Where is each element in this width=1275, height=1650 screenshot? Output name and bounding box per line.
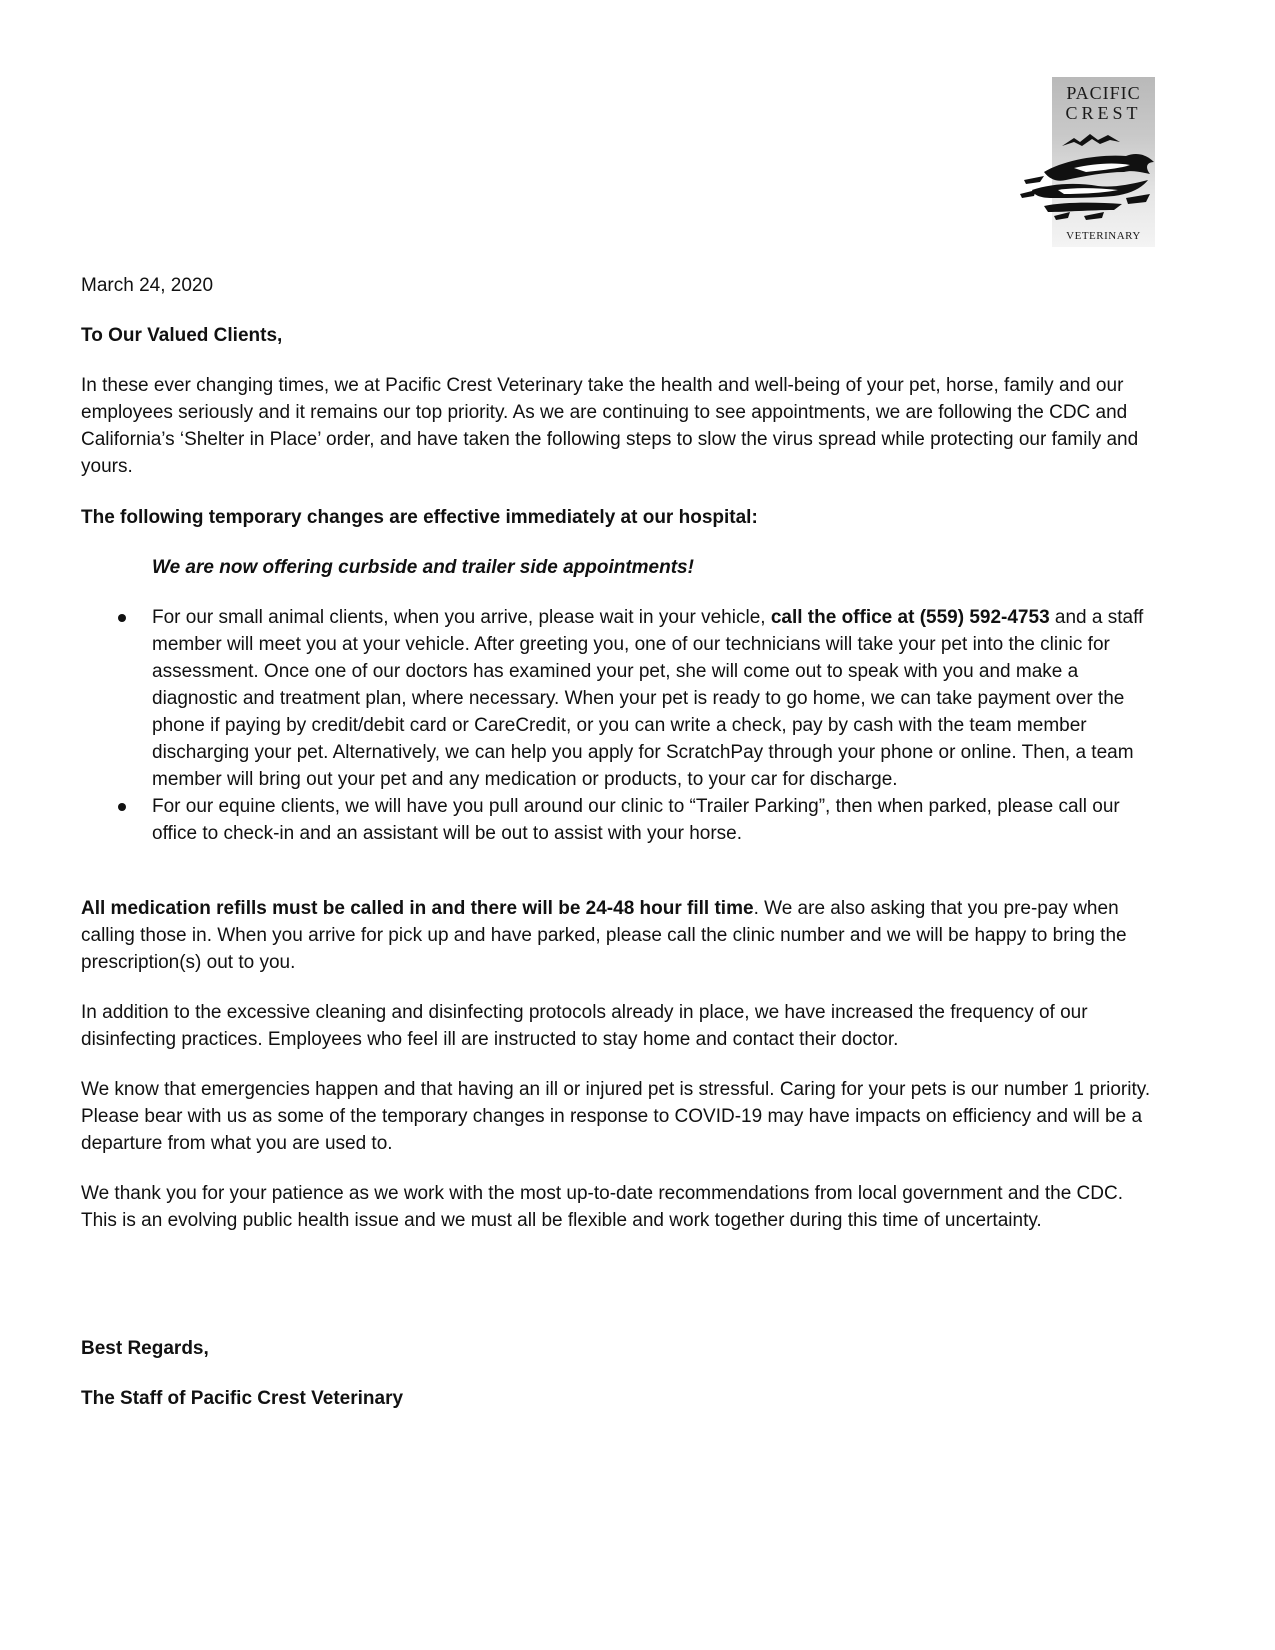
small-animal-text-lead: For our small animal clients, when you arrive, please wait in your vehicle, bbox=[152, 607, 771, 628]
changes-list bbox=[81, 604, 1156, 847]
emergencies-paragraph: We know that emergencies happen and that having an ill or injured pet is stressful. Caring for your pets is our number 1 priority. Please bear with us as some of the temporary changes in response to COVID-19 may have impacts on efficiency and will be a departure from what you are used to. bbox=[81, 1079, 1151, 1154]
equine-text: For our equine clients, we will have you pull around our clinic to “Trailer Parking”, then when parked, please call our office to check-in and an assistant will be out to assist with your horse. bbox=[152, 796, 1120, 844]
refills-bold-text: All medication refills must be called in and there will be 24-48 hour fill time bbox=[81, 898, 754, 919]
logo-title-line2: CREST bbox=[1065, 103, 1142, 123]
letter-signature: The Staff of Pacific Crest Veterinary bbox=[81, 1388, 404, 1409]
list-item-equine bbox=[81, 793, 1156, 847]
logo-subtitle: VETERINARY bbox=[1066, 230, 1141, 242]
logo-title bbox=[1052, 83, 1155, 123]
intro-paragraph: In these ever changing times, we at Pacific Crest Veterinary take the health and well-being of your pet, horse, family and our employees seriously and it remains our top priority. As we are continuing to see appointments, we are following the CDC and California’s ‘Shelter in Place’ order, and have taken the following steps to slow the virus spread while protecting our family and yours. bbox=[81, 375, 1139, 477]
office-phone-callout: call the office at (559) 592-4753 bbox=[770, 607, 1050, 628]
bullet-icon bbox=[118, 614, 126, 622]
thanks-paragraph: We thank you for your patience as we work with the most up-to-date recommendations from local government and the CDC. This is an evolving public health issue and we must all be flexible and work together during this time of uncertainty. bbox=[81, 1183, 1123, 1231]
list-item-small-animal bbox=[81, 604, 1156, 793]
logo-title-line1: PACIFIC bbox=[1066, 83, 1141, 103]
bullet-icon bbox=[118, 803, 126, 811]
changes-heading: The following temporary changes are effective immediately at our hospital: bbox=[81, 507, 758, 528]
refills-paragraph bbox=[81, 895, 1156, 976]
letter-date: March 24, 2020 bbox=[81, 275, 214, 296]
cleaning-paragraph: In addition to the excessive cleaning and disinfecting protocols already in place, we have increased the frequency of our disinfecting practices. Employees who feel ill are instructed to stay home and contact their doctor. bbox=[81, 1002, 1088, 1050]
pacific-crest-logo bbox=[1014, 77, 1154, 247]
letter-salutation: To Our Valued Clients, bbox=[81, 325, 283, 346]
curbside-callout: We are now offering curbside and trailer side appointments! bbox=[152, 557, 694, 578]
letter-closing: Best Regards, bbox=[81, 1338, 209, 1359]
galloping-horses-mountains-logo-icon bbox=[1014, 132, 1164, 227]
refills-rest-text: . We are also asking that you pre-pay when calling those in. When you arrive for pick up and have parked, please call the clinic number and we will be happy to bring the prescription(s) out to you. bbox=[81, 898, 1127, 973]
small-animal-text-rest: and a staff member will meet you at your vehicle. After greeting you, one of our technicians will take your pet into the clinic for assessment. Once one of our doctors has examined your pet, she will come out to speak with you and make a diagnostic and treatment plan, where necessary. When your pet is ready to go home, we can take payment over the phone if paying by credit/debit card or CareCredit, or you can write a check, pay by cash with the team member discharging your pet. Alternatively, we can help you apply for ScratchPay through your phone or online. Then, a team member will bring out your pet and any medication or products, to your car for discharge. bbox=[152, 607, 1144, 790]
